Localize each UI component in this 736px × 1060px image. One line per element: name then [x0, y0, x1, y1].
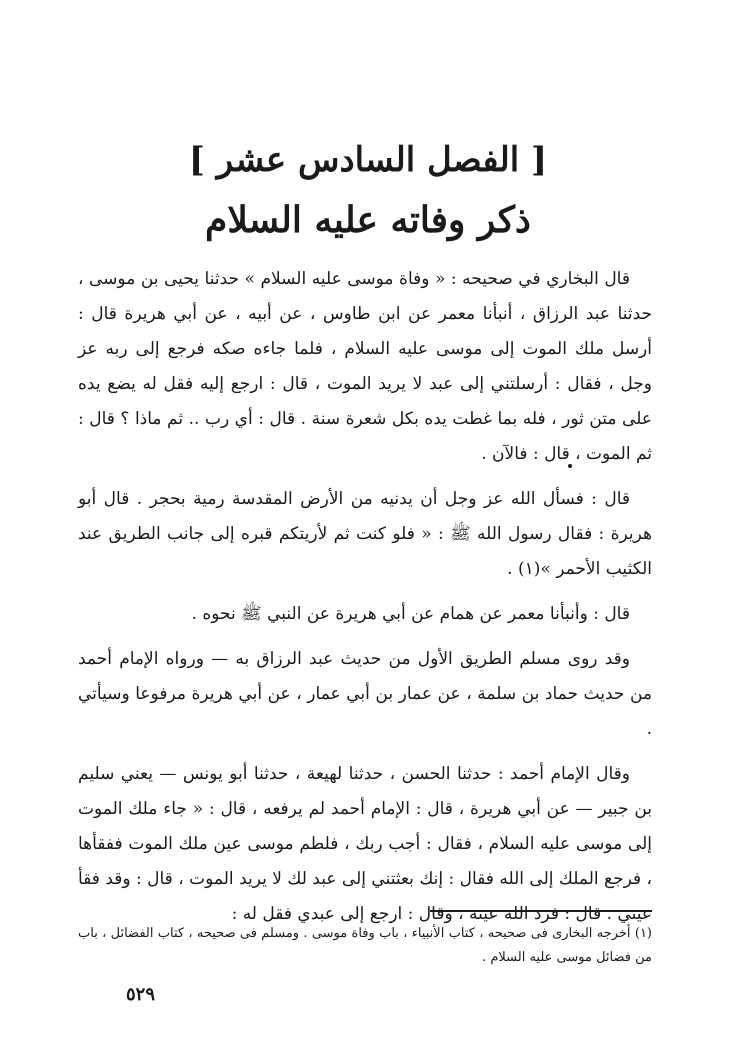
paragraph: قال البخاري في صحيحه : « وفاة موسى عليه السلام » حدثنا يحيى بن موسى ، حدثنا عبد الرزاق ، أنبأنا معمر عن ابن طاوس ، عن أبيه ، عن أبي هريرة قال : أرسل ملك الموت إلى موسى عليه السلام ، فلما جاءه صكه فرجع إلى ربه عز وجل ، فقال : أرسلتني إلى عبد لا يريد الموت ، قال : ارجع إليه فقل له يضع يده على متن ثور ، فله بما غطت يده بكل شعرة سنة . قال : أي رب .. ثم ماذا ؟ قال : ثم الموت ، قال : فالآن .	[78, 269, 652, 464]
paragraph: وقال الإمام أحمد : حدثنا الحسن ، حدثنا لهيعة ، حدثنا أبو يونس — يعني سليم بن جبير — عن أبي هريرة ، قال : الإمام أحمد لم يرفعه ، قال : « جاء ملك الموت إلى موسى عليه السلام ، فقال : أجب ربك ، فلطم موسى عين ملك الموت ففقأها ، فرجع الملك إلى الله فقال : إنك بعثتني إلى عبد لك لا يريد الموت ، قال : وقد فقأ عيني . قال : فرد الله عينه ، وقال : ارجع إلى عبدي فقل له :	[78, 764, 652, 924]
print-mark	[568, 464, 572, 468]
chapter-heading: [ الفصل السادس عشر ]	[188, 140, 548, 180]
footnote-divider	[430, 910, 652, 912]
paragraph: وقد روى مسلم الطريق الأول من حديث عبد الرزاق به — ورواه الإمام أحمد من حديث حماد بن سلمة ، عن عمار بن أبي عمار ، عن أبي هريرة مرفوعا وسيأتي .	[78, 649, 652, 739]
page-number: ٥٢٩	[126, 984, 156, 1005]
footnote: (١) أخرجه البخارى فى صحيحه ، كتاب الأنبياء ، باب وفاة موسى . ومسلم فى صحيحه ، كتاب الفضائل ، باب من فضائل موسى عليه السلام .	[78, 926, 652, 965]
paragraph: قال : فسأل الله عز وجل أن يدنيه من الأرض المقدسة رمية بحجر . قال أبو هريرة : فقال رسول الله ﷺ : « فلو كنت ثم لأريتكم قبره إلى جانب الطريق عند الكثيب الأحمر »(١) .	[78, 489, 652, 579]
chapter-title: ذكر وفاته عليه السلام	[205, 199, 531, 241]
body-text	[78, 262, 652, 942]
paragraph: قال : وأنبأنا معمر عن همام عن أبي هريرة عن النبي ﷺ نحوه .	[191, 604, 630, 624]
